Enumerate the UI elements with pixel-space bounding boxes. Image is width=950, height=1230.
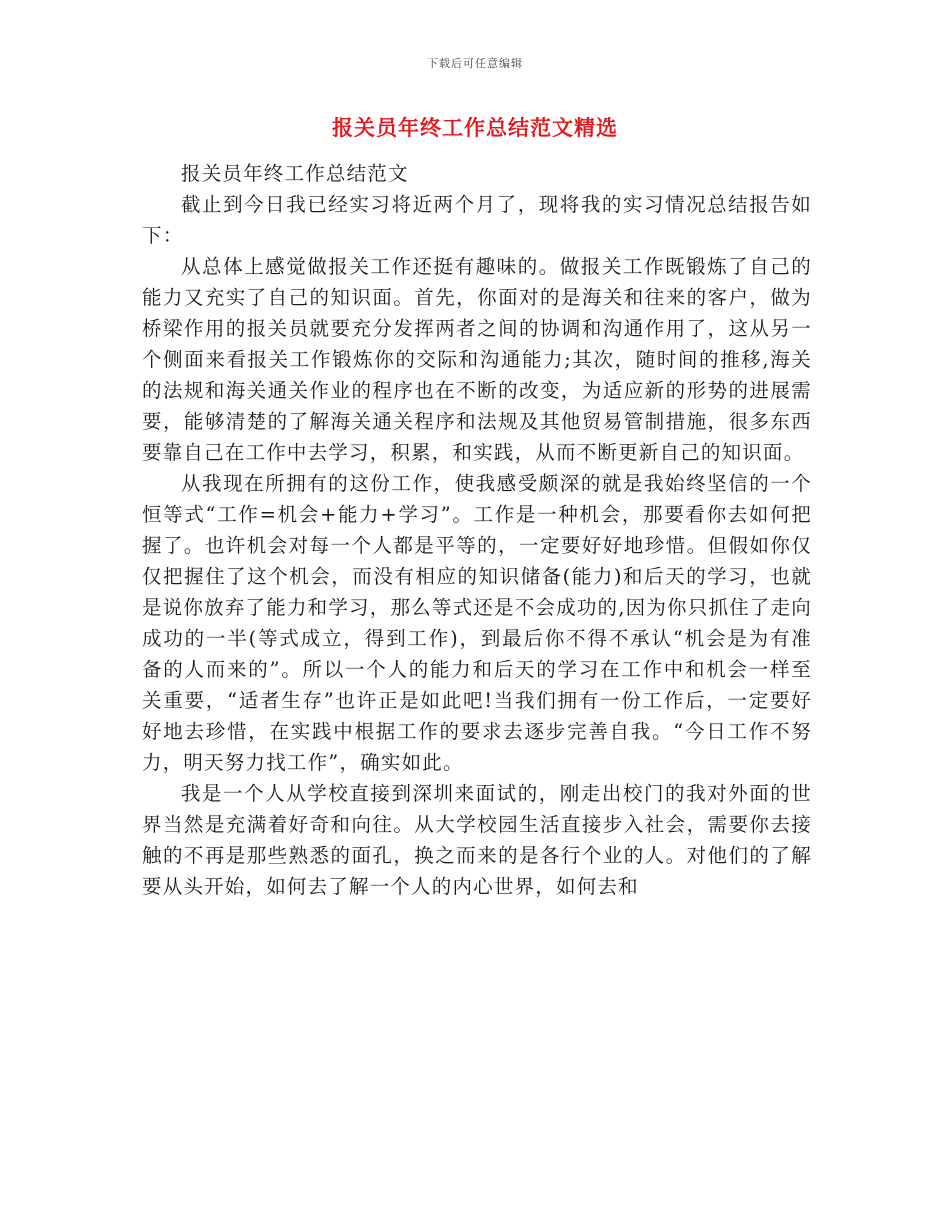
page-title: 报关员年终工作总结范文精选 (332, 116, 618, 140)
paragraph: 我是一个人从学校直接到深圳来面试的，刚走出校门的我对外面的世界当然是充满着好奇和向往。从大学校园生活直接步入社会，需要你去接触的不再是那些熟悉的面孔，换之而来的是各行个业的人。对他们的了解要从头开始，如何去了解一个人的内心世界，如何去和 (142, 782, 812, 898)
document-body (142, 158, 812, 902)
paragraph: 从我现在所拥有的这份工作，使我感受颇深的就是我始终坚信的一个恒等式“工作=机会+能力+学习”。工作是一种机会，那要看你去如何把握了。也许机会对每一个人都是平等的，一定要好好地珍惜。但假如你仅仅把握住了这个机会，而没有相应的知识储备(能力)和后天的学习，也就是说你放弃了能力和学习，那么等式还是不会成功的,因为你只抓住了走向成功的一半(等式成立，得到工作)，到最后你不得不承认“机会是为有准备的人而来的”。所以一个人的能力和后天的学习在工作中和机会一样至关重要，“适者生存”也许正是如此吧!当我们拥有一份工作后，一定要好好地去珍惜，在实践中根据工作的要求去逐步完善自我。“今日工作不努力，明天努力找工作”，确实如此。 (142, 472, 812, 774)
paragraph-subtitle: 报关员年终工作总结范文 (181, 162, 409, 185)
header-note: 下载后可任意编辑 (427, 57, 523, 70)
paragraph: 从总体上感觉做报关工作还挺有趣味的。做报关工作既锻炼了自己的能力又充实了自己的知识面。首先，你面对的是海关和往来的客户，做为桥梁作用的报关员就要充分发挥两者之间的协调和沟通作用了，这从另一个侧面来看报关工作锻炼你的交际和沟通能力;其次，随时间的推移,海关的法规和海关通关作业的程序也在不断的改变，为适应新的形势的进展需要，能够清楚的了解海关通关程序和法规及其他贸易管制措施，很多东西要靠自己在工作中去学习，积累，和实践，从而不断更新自己的知识面。 (142, 255, 812, 464)
paragraph: 截止到今日我已经实习将近两个月了，现将我的实习情况总结报告如下： (142, 193, 812, 247)
